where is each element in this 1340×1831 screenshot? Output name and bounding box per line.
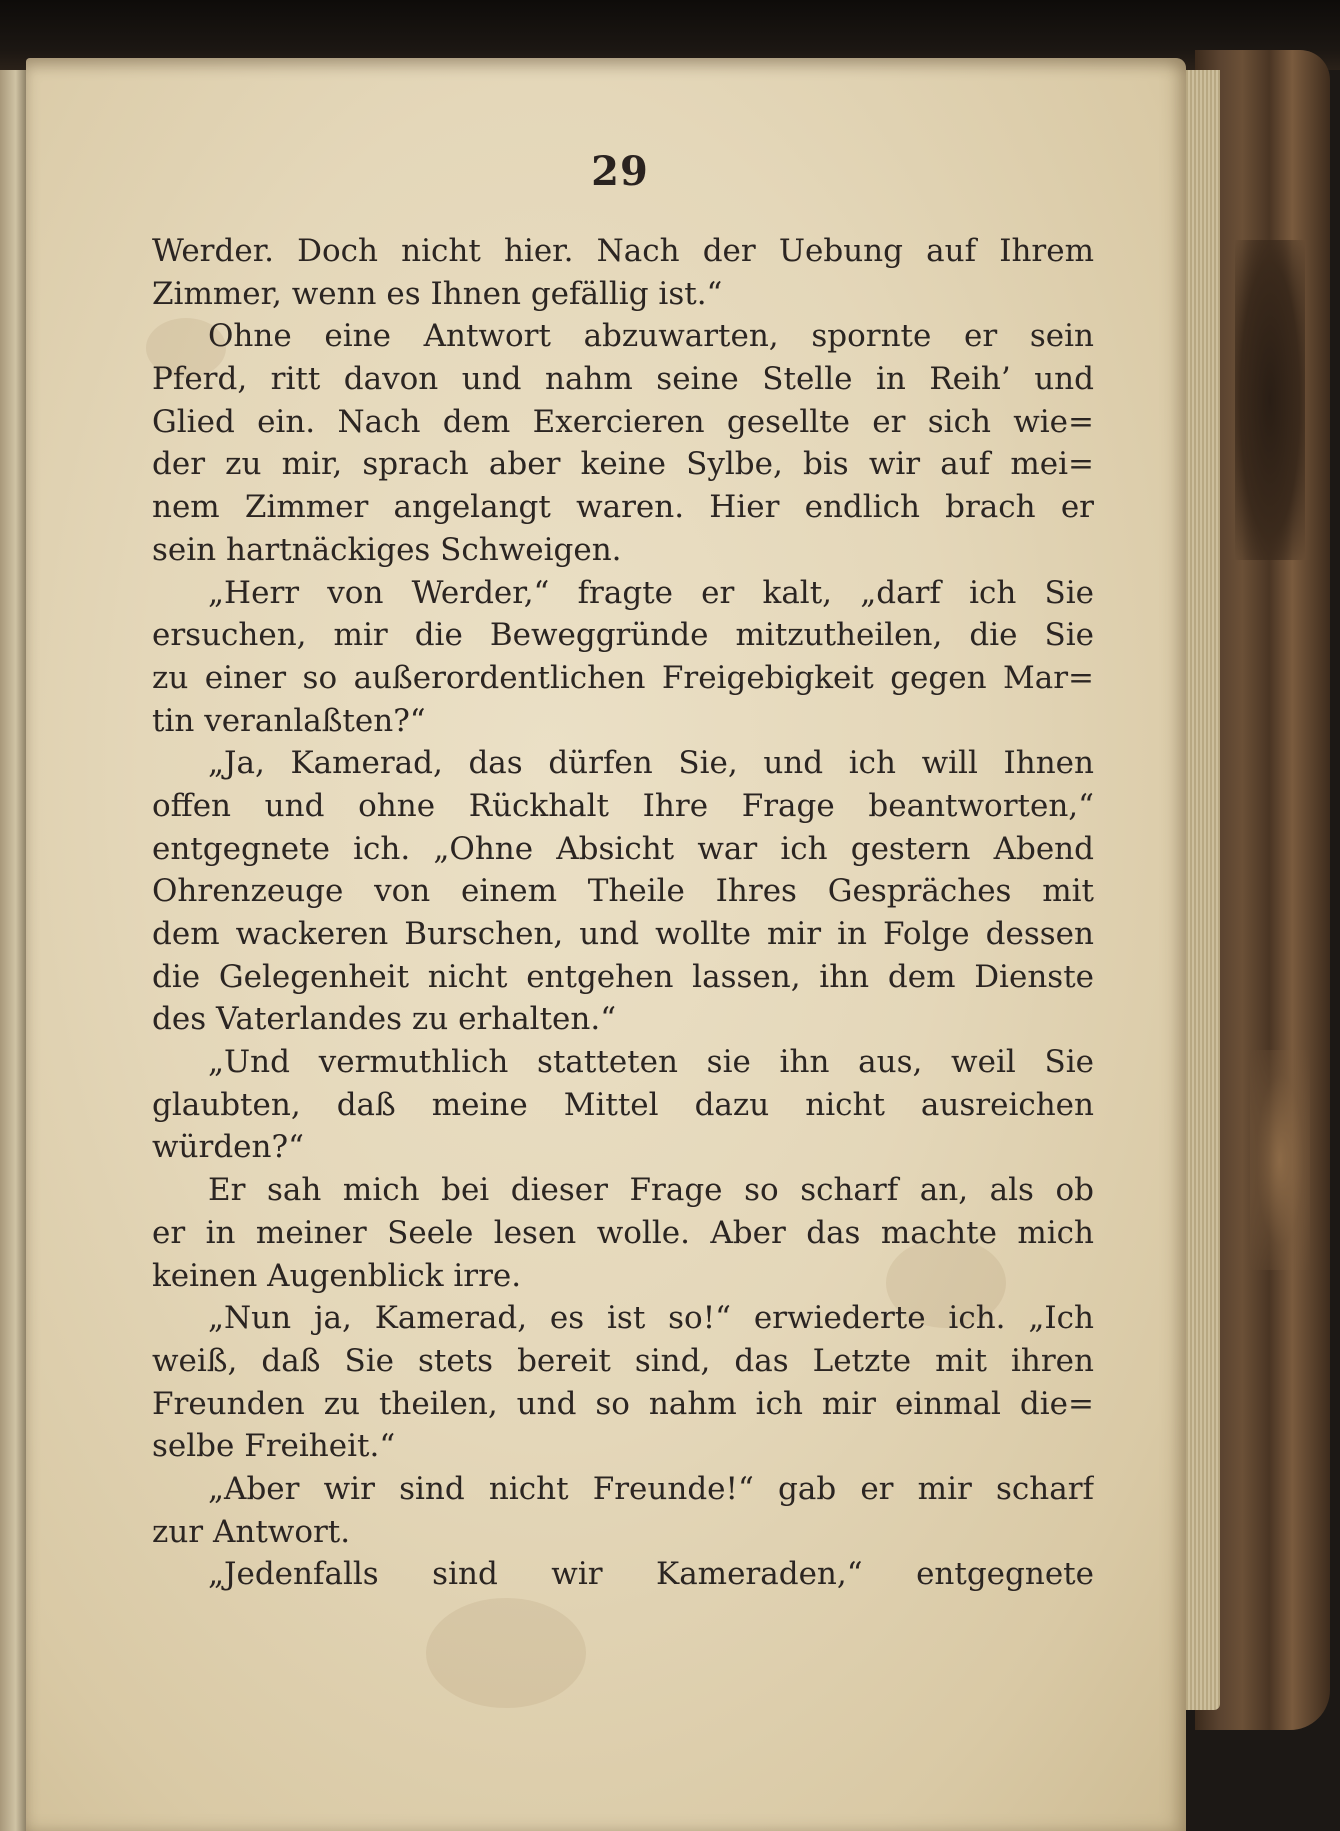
page-number: 29 (591, 148, 649, 195)
text-line: „Nun ja, Kamerad, es ist so!“ erwiederte ich. „Ich (208, 1300, 1094, 1337)
body-text (152, 230, 1094, 1596)
page-fore-edges (1180, 70, 1220, 1710)
text-line: zur Antwort. (152, 1513, 351, 1550)
text-line: weiß, daß Sie stets bereit sind, das Letzte mit ihren (152, 1342, 1094, 1379)
text-line: sein hartnäckiges Schweigen. (152, 531, 622, 568)
text-line: Glied ein. Nach dem Exercieren gesellte er sich wie= (152, 403, 1094, 440)
text-line: er in meiner Seele lesen wolle. Aber das machte mich (152, 1214, 1094, 1251)
spine-wear-mark (1235, 240, 1305, 560)
text-line: Pferd, ritt davon und nahm seine Stelle in Reih’ und (152, 361, 1094, 398)
text-line: Ohne eine Antwort abzuwarten, spornte er sein (208, 318, 1094, 355)
text-line: die Gelegenheit nicht entgehen lassen, ihn dem Dienste (152, 958, 1094, 995)
text-line: „Herr von Werder,“ fragte er kalt, „darf ich Sie (208, 574, 1094, 611)
text-line: tin veranlaßten?“ (152, 702, 426, 739)
text-line: zu einer so außerordentlichen Freigebigkeit gegen Mar= (152, 659, 1094, 696)
text-line: Ohrenzeuge von einem Theile Ihres Gespräches mit (152, 873, 1094, 910)
text-line: entgegnete ich. „Ohne Absicht war ich gestern Abend (152, 830, 1094, 867)
text-line: ersuchen, mir die Beweggründe mitzutheilen, die Sie (152, 617, 1094, 654)
spine-wear-mark (1250, 1050, 1310, 1270)
facing-page-edge (0, 70, 26, 1831)
text-line: würden?“ (152, 1129, 304, 1166)
text-line: keinen Augenblick irre. (152, 1257, 522, 1294)
text-line: „Jedenfalls sind wir Kameraden,“ entgegnete (208, 1556, 1094, 1593)
text-line: offen und ohne Rückhalt Ihre Frage beantworten,“ (152, 787, 1094, 824)
text-line: „Und vermuthlich statteten sie ihn aus, weil Sie (208, 1044, 1094, 1081)
text-line: Werder. Doch nicht hier. Nach der Uebung auf Ihrem (152, 233, 1094, 269)
text-line: glaubten, daß meine Mittel dazu nicht ausreichen (152, 1086, 1094, 1123)
text-line: dem wackeren Burschen, und wollte mir in Folge dessen (152, 916, 1094, 952)
text-line: nem Zimmer angelangt waren. Hier endlich brach er (152, 489, 1094, 526)
text-line: Freunden zu theilen, und so nahm ich mir einmal die= (152, 1385, 1094, 1422)
text-line: des Vaterlandes zu erhalten.“ (152, 1001, 617, 1038)
text-line: Er sah mich bei dieser Frage so scharf an, als ob (208, 1172, 1094, 1209)
text-line: „Aber wir sind nicht Freunde!“ gab er mir scharf (208, 1470, 1094, 1507)
paper-stain (426, 1598, 586, 1708)
text-line: der zu mir, sprach aber keine Sylbe, bis wir auf mei= (152, 446, 1094, 483)
text-line: Zimmer, wenn es Ihnen gefällig ist.“ (152, 275, 723, 312)
text-line: „Ja, Kamerad, das dürfen Sie, und ich will Ihnen (208, 745, 1094, 782)
text-line: selbe Freiheit.“ (152, 1428, 396, 1465)
